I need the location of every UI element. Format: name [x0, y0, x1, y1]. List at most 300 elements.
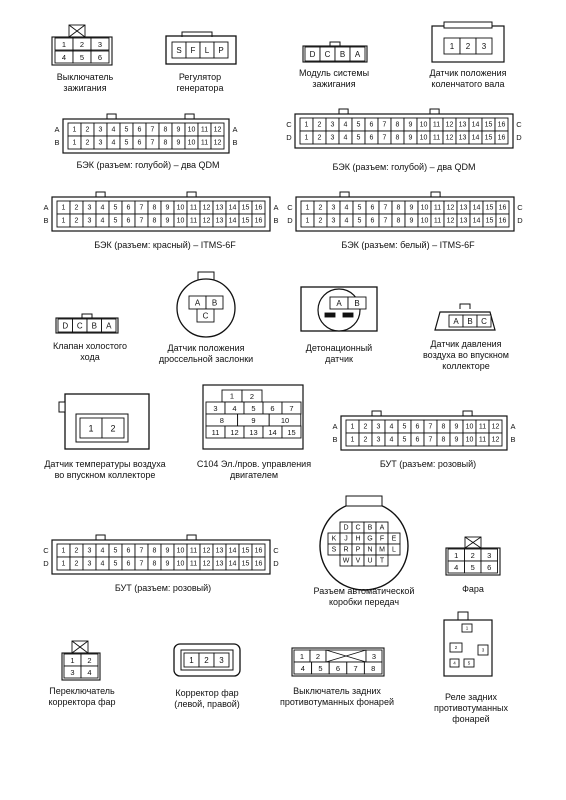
- pin-number: J: [344, 535, 348, 543]
- alternator-regulator-caption: [145, 72, 255, 94]
- pin-number: 12: [202, 217, 211, 225]
- pin-number: 2: [363, 436, 368, 444]
- ignition-switch-connector: [52, 25, 112, 65]
- row-label-left: B: [43, 216, 49, 225]
- pin-number: 15: [485, 204, 494, 212]
- pin-number: 11: [189, 217, 198, 225]
- latch-tab: [96, 192, 105, 197]
- idle-valve-connector: [56, 314, 118, 333]
- pin-number: 10: [419, 134, 428, 142]
- pin-number: 14: [268, 428, 277, 437]
- pin-number: 9: [409, 204, 414, 212]
- pin-number: 1: [465, 625, 469, 631]
- pin-number: 3: [487, 551, 492, 560]
- pin-number: 6: [270, 404, 275, 413]
- pin-number: 6: [137, 139, 142, 147]
- latch-tab: [444, 22, 492, 28]
- latch-tab: [372, 411, 381, 416]
- pin-number: 6: [126, 204, 131, 212]
- caption-line: Выключатель задних: [293, 686, 381, 696]
- pin-number: 13: [215, 217, 224, 225]
- crank-sensor-caption: [408, 68, 528, 90]
- caption-line: Детонационный: [305, 343, 373, 353]
- pin-number: 8: [441, 423, 446, 431]
- ecu-red-itms-caption: [50, 240, 280, 251]
- pin-number: 4: [344, 217, 349, 225]
- row-label-right: A: [273, 203, 279, 212]
- pin-number: 12: [213, 139, 222, 147]
- pin-number: 2: [87, 656, 92, 665]
- pin-number: 4: [100, 560, 105, 568]
- pin-number: 2: [470, 551, 475, 560]
- caption-line: БЭК (разъем: голубой) – два QDM: [76, 160, 220, 170]
- pin-number: D: [309, 50, 316, 59]
- pin-number: 13: [459, 217, 468, 225]
- row-label-right: C: [273, 546, 279, 555]
- pin-number: 5: [251, 404, 256, 413]
- caption-line: БУТ (разъем: розовый): [114, 583, 212, 593]
- latch-tab: [346, 496, 382, 506]
- pin-number: 2: [363, 423, 368, 431]
- but-pink-left-connector: [43, 535, 279, 574]
- pin-number: E: [391, 535, 397, 543]
- pin-number: U: [367, 557, 373, 565]
- pin-number: 11: [432, 121, 441, 129]
- pin-number: 11: [478, 436, 487, 444]
- crank-sensor-connector: [432, 22, 504, 62]
- row-label-left: D: [43, 559, 49, 568]
- pin-number: 5: [113, 560, 118, 568]
- pin-number: A: [453, 317, 459, 326]
- pin-number: 9: [165, 204, 170, 212]
- pin-number: 4: [100, 217, 105, 225]
- caption-line: Модуль системы: [298, 68, 370, 78]
- pin-number: 7: [139, 547, 144, 555]
- latch-tab: [339, 109, 348, 114]
- pin-number: 16: [497, 134, 506, 142]
- pin-number: 9: [165, 547, 170, 555]
- pin-number: 4: [343, 134, 348, 142]
- latch-tab: [330, 42, 340, 46]
- pin-number: 11: [200, 139, 209, 147]
- pin-number: 12: [446, 204, 455, 212]
- pin-number: 7: [139, 217, 144, 225]
- pin-number: 5: [79, 53, 85, 62]
- ecu-red-itms-connector: [43, 192, 278, 231]
- pin-number: 3: [376, 436, 381, 444]
- pin-number: 4: [453, 660, 456, 666]
- pin-number: 5: [113, 217, 118, 225]
- pin-number: 4: [111, 139, 116, 147]
- row-label-left: C: [286, 120, 292, 129]
- pin-number: P: [218, 46, 224, 55]
- map-sensor-caption: [401, 339, 531, 372]
- pin-number: 4: [61, 53, 67, 62]
- pin-number: R: [343, 546, 349, 554]
- pin-number: 2: [318, 217, 323, 225]
- leveling-corrector-caption: [147, 688, 267, 710]
- caption-line: коленчатого вала: [431, 79, 505, 89]
- row-label-right: D: [516, 133, 522, 142]
- pin-number: 1: [305, 204, 310, 212]
- caption-line: коллекторе: [442, 361, 490, 371]
- pin-number: 14: [228, 204, 237, 212]
- rear-fog-switch-connector: [292, 648, 384, 676]
- pin-number: 10: [419, 121, 428, 129]
- terminal-blade: [343, 313, 353, 317]
- row-label-left: A: [43, 203, 49, 212]
- pin-number: 5: [356, 121, 361, 129]
- pin-number: 2: [249, 392, 255, 401]
- pin-number: 3: [331, 204, 336, 212]
- pin-number: 5: [124, 139, 129, 147]
- pin-number: 8: [219, 416, 224, 425]
- pin-number: L: [392, 546, 396, 554]
- caption-line: Датчик положения: [167, 343, 245, 353]
- caption-line: хода: [80, 352, 100, 362]
- pin-number: 9: [251, 416, 256, 425]
- pin-number: 2: [79, 40, 85, 49]
- pin-number: V: [355, 557, 361, 565]
- pin-number: G: [367, 535, 373, 543]
- pin-number: 2: [85, 126, 90, 134]
- pin-number: 1: [61, 217, 66, 225]
- pin-number: 2: [74, 547, 79, 555]
- pin-number: 6: [415, 423, 420, 431]
- row-label-left: A: [54, 125, 60, 134]
- pin-number: 2: [317, 121, 322, 129]
- latch-tab: [82, 314, 92, 318]
- caption-line: коробки передач: [328, 597, 400, 607]
- row-label-left: D: [287, 216, 293, 225]
- row-label-right: A: [510, 422, 516, 431]
- pin-number: T: [379, 557, 385, 565]
- pin-number: 9: [176, 126, 181, 134]
- pin-number: 8: [163, 139, 168, 147]
- pin-number: 3: [331, 217, 336, 225]
- pin-number: 13: [249, 428, 258, 437]
- row-label-left: C: [43, 546, 49, 555]
- caption-line: Корректор фар: [175, 688, 239, 698]
- pin-number: 3: [87, 560, 92, 568]
- pin-number: 2: [204, 656, 209, 665]
- headlamp-connector: [446, 537, 500, 575]
- row-label-right: C: [516, 120, 522, 129]
- pin-number: B: [467, 317, 473, 326]
- pin-number: 8: [371, 664, 376, 673]
- pin-number: 11: [189, 560, 198, 568]
- rear-fog-switch-caption: [257, 686, 417, 708]
- pin-number: 11: [478, 423, 487, 431]
- pin-number: 7: [428, 423, 433, 431]
- latch-tab: [187, 192, 196, 197]
- caption-line: С104 Эл./пров. управления: [196, 459, 312, 469]
- pin-number: 11: [200, 126, 209, 134]
- pin-number: K: [331, 535, 337, 543]
- terminal-blade: [325, 313, 335, 317]
- pin-number: 12: [202, 547, 211, 555]
- pin-number: 9: [408, 134, 413, 142]
- idle-valve-caption: [35, 341, 145, 363]
- pin-number: 3: [87, 204, 92, 212]
- pin-number: 6: [369, 121, 374, 129]
- pin-number: 15: [241, 547, 250, 555]
- caption-line: Фара: [462, 584, 484, 594]
- pin-number: 12: [491, 423, 500, 431]
- pin-number: 15: [485, 217, 494, 225]
- pin-number: 9: [454, 423, 459, 431]
- pin-number: 8: [152, 204, 157, 212]
- pin-number: 1: [72, 139, 77, 147]
- row-label-right: B: [273, 216, 279, 225]
- pin-number: 8: [396, 217, 401, 225]
- caption-line: Датчик температуры воздуха: [44, 459, 166, 469]
- iat-sensor-caption: [25, 459, 185, 481]
- pin-number: A: [106, 321, 112, 331]
- pin-number: 7: [428, 436, 433, 444]
- pin-number: 10: [465, 436, 474, 444]
- row-label-right: D: [273, 559, 279, 568]
- caption-line: БЭК (разъем: голубой) – два QDM: [332, 162, 476, 172]
- pin-number: 1: [350, 436, 355, 444]
- pin-number: A: [336, 299, 342, 308]
- caption-line: фонарей: [452, 714, 490, 724]
- pin-number: 14: [228, 547, 237, 555]
- ignition-switch-caption: [30, 72, 140, 94]
- pin-number: 13: [215, 560, 224, 568]
- pin-number: 8: [152, 547, 157, 555]
- pin-number: 8: [152, 217, 157, 225]
- pin-number: 2: [110, 423, 116, 434]
- pin-number: 10: [420, 204, 429, 212]
- pin-number: 3: [376, 423, 381, 431]
- pin-number: 4: [111, 126, 116, 134]
- pin-number: 1: [304, 134, 309, 142]
- pin-number: D: [343, 524, 349, 532]
- pin-number: C: [481, 317, 487, 326]
- ignition-module-connector: [303, 42, 367, 62]
- caption-line: корректора фар: [48, 697, 116, 707]
- pin-number: C: [324, 50, 331, 59]
- pin-number: 2: [74, 204, 79, 212]
- pin-number: C: [202, 311, 209, 321]
- row-label-left: C: [287, 203, 293, 212]
- pin-number: B: [211, 298, 218, 308]
- pin-number: 1: [299, 652, 305, 661]
- pin-number: 14: [472, 204, 481, 212]
- pin-number: 3: [213, 404, 218, 413]
- pin-number: W: [342, 557, 350, 565]
- pin-number: P: [355, 546, 361, 554]
- pin-number: 4: [87, 668, 92, 677]
- pin-number: 7: [382, 134, 387, 142]
- pin-number: 10: [187, 126, 196, 134]
- leveling-switch-connector: [62, 641, 100, 680]
- pin-number: 1: [88, 423, 94, 434]
- row-label-right: D: [517, 216, 523, 225]
- pin-number: 3: [98, 126, 103, 134]
- pin-number: 8: [163, 126, 168, 134]
- pin-number: 6: [487, 563, 492, 572]
- pin-number: 2: [74, 217, 79, 225]
- pin-number: 7: [382, 121, 387, 129]
- headlamp-caption: [443, 584, 503, 595]
- pin-number: 14: [228, 217, 237, 225]
- pin-number: 1: [61, 204, 66, 212]
- pin-number: 5: [318, 664, 323, 673]
- latch-tab: [463, 411, 472, 416]
- but-pink-left-caption: [48, 583, 278, 594]
- row-label-right: C: [517, 203, 523, 212]
- pin-number: F: [379, 535, 385, 543]
- pin-number: 15: [241, 204, 250, 212]
- pin-number: 7: [139, 204, 144, 212]
- pin-number: 1: [61, 560, 66, 568]
- latch-tab: [107, 114, 116, 119]
- caption-line: двигателем: [229, 470, 279, 480]
- pin-number: 10: [420, 217, 429, 225]
- pin-number: 6: [415, 436, 420, 444]
- ignition-module-caption: [274, 68, 394, 90]
- pin-number: 14: [471, 121, 480, 129]
- pin-number: 14: [472, 217, 481, 225]
- pin-number: 9: [165, 560, 170, 568]
- pin-number: 16: [497, 121, 506, 129]
- pin-number: 10: [187, 139, 196, 147]
- pin-number: C: [355, 524, 361, 532]
- pin-number: B: [354, 299, 360, 308]
- pin-number: 3: [330, 121, 335, 129]
- pin-number: 1: [304, 121, 309, 129]
- latch-tab: [430, 109, 439, 114]
- pin-number: 7: [383, 217, 388, 225]
- pin-number: 5: [356, 134, 361, 142]
- c104-caption: [174, 459, 334, 481]
- pin-number: 16: [254, 217, 263, 225]
- pin-number: 16: [498, 204, 507, 212]
- ecu-blue-qdm-left-connector: [54, 114, 237, 153]
- pin-number: 6: [137, 126, 142, 134]
- caption-line: датчик: [325, 354, 353, 364]
- pin-number: 12: [445, 134, 454, 142]
- pin-number: 3: [371, 652, 377, 661]
- throttle-sensor-caption: [141, 343, 271, 365]
- pin-number: 6: [335, 664, 341, 673]
- pin-number: 3: [70, 668, 75, 677]
- caption-line: Выключатель: [56, 72, 114, 82]
- pin-number: 12: [202, 204, 211, 212]
- pin-number: 5: [113, 547, 118, 555]
- alternator-regulator-connector: [166, 32, 236, 64]
- pin-number: 1: [229, 391, 235, 401]
- throttle-sensor-connector: [177, 272, 235, 337]
- pin-number: 1: [72, 126, 77, 134]
- pin-number: 11: [189, 547, 198, 555]
- pin-number: 3: [330, 134, 335, 142]
- pin-number: 6: [97, 53, 103, 62]
- pin-number: 4: [300, 664, 305, 673]
- caption-line: Клапан холостого: [52, 341, 128, 351]
- pin-number: 4: [389, 423, 394, 431]
- pin-number: 10: [280, 416, 290, 425]
- caption-line: противотуманных фонарей: [280, 697, 394, 707]
- pin-number: 7: [150, 126, 155, 134]
- pin-number: 10: [176, 560, 185, 568]
- pin-number: 11: [211, 428, 220, 437]
- pin-number: 6: [126, 560, 131, 568]
- pin-number: 10: [176, 204, 185, 212]
- caption-line: генератора: [176, 83, 224, 93]
- pin-number: N: [367, 546, 373, 554]
- pin-number: 13: [458, 134, 467, 142]
- pin-number: 5: [467, 660, 471, 666]
- rear-fog-relay-caption: [416, 692, 526, 725]
- pin-number: 7: [353, 664, 358, 673]
- latch-tab: [59, 402, 65, 412]
- pin-number: 5: [470, 563, 475, 572]
- rear-fog-relay-connector: [444, 612, 492, 676]
- pin-number: D: [62, 321, 69, 331]
- pin-number: S: [331, 546, 337, 554]
- pin-number: C: [76, 321, 83, 331]
- latch-tab: [458, 612, 468, 620]
- pin-number: 1: [454, 551, 459, 560]
- pin-number: 15: [241, 560, 250, 568]
- pin-number: 10: [465, 423, 474, 431]
- pin-number: 16: [254, 547, 263, 555]
- pin-number: 3: [481, 647, 485, 653]
- pin-number: 15: [241, 217, 250, 225]
- latch-tab: [187, 535, 196, 540]
- pin-number: 1: [449, 42, 455, 51]
- pin-number: 10: [176, 547, 185, 555]
- caption-line: БУТ (разъем: розовый): [379, 459, 477, 469]
- but-pink-right-caption: [338, 459, 518, 470]
- pin-number: 2: [465, 42, 471, 51]
- caption-line: Регулятор: [178, 72, 222, 82]
- caption-line: дроссельной заслонки: [158, 354, 254, 364]
- caption-line: БЭК (разъем: белый) – ITMS-6F: [341, 240, 475, 250]
- pin-number: 16: [254, 560, 263, 568]
- pin-number: A: [379, 524, 385, 532]
- pin-number: 5: [357, 204, 362, 212]
- caption-line: зажигания: [63, 83, 107, 93]
- latch-tab: [96, 535, 105, 540]
- row-label-right: A: [232, 125, 238, 134]
- latch-tab: [431, 192, 440, 197]
- caption-line: (левой, правой): [174, 699, 240, 709]
- pin-number: 13: [458, 121, 467, 129]
- caption-line: Разъем автоматической: [313, 586, 415, 596]
- atx-connector-caption: [284, 586, 444, 608]
- leveling-switch-caption: [22, 686, 142, 708]
- pin-number: 8: [396, 204, 401, 212]
- pin-number: 4: [232, 404, 237, 413]
- pin-number: 14: [228, 560, 237, 568]
- row-label-left: B: [54, 138, 60, 147]
- pin-number: 8: [441, 436, 446, 444]
- caption-line: Датчик положения: [429, 68, 507, 78]
- pin-number: 6: [370, 204, 375, 212]
- pin-number: 4: [389, 436, 394, 444]
- c104-connector: [203, 385, 303, 449]
- pin-number: 13: [215, 547, 224, 555]
- pin-number: 2: [315, 652, 321, 661]
- pin-number: 7: [139, 560, 144, 568]
- pin-number: M: [379, 546, 385, 554]
- pin-number: 1: [189, 656, 194, 665]
- pin-number: 8: [395, 121, 400, 129]
